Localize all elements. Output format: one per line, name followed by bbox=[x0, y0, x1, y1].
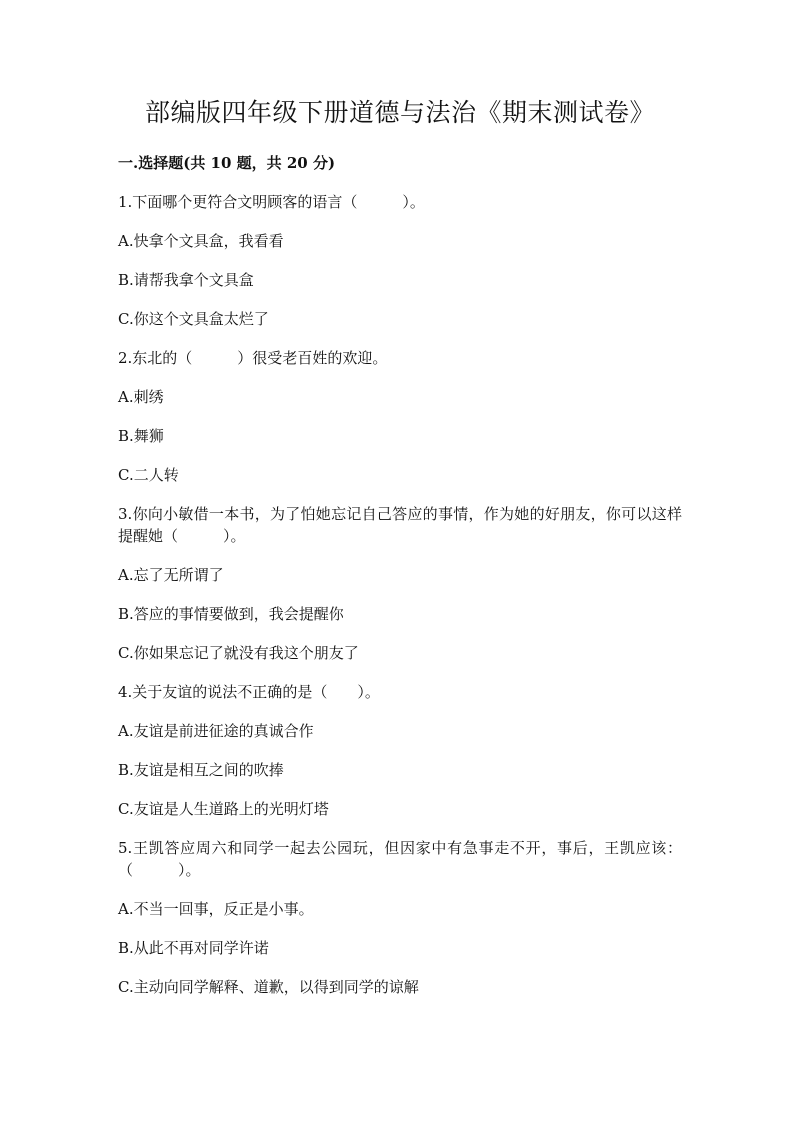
option-a[interactable]: A.刺绣 bbox=[118, 388, 164, 406]
question-4 bbox=[118, 681, 682, 820]
option-c[interactable]: C.你这个文具盒太烂了 bbox=[118, 310, 269, 328]
question-1 bbox=[118, 191, 682, 330]
option-a[interactable]: A.不当一回事，反正是小事。 bbox=[118, 900, 314, 918]
option-c[interactable]: C.友谊是人生道路上的光明灯塔 bbox=[118, 800, 329, 818]
option-c[interactable]: C.二人转 bbox=[118, 466, 179, 484]
option-b[interactable]: B.请帮我拿个文具盒 bbox=[118, 271, 254, 289]
page-title: 部编版四年级下册道德与法治《期末测试卷》 bbox=[144, 98, 655, 127]
option-a[interactable]: A.快拿个文具盒，我看看 bbox=[118, 232, 284, 250]
option-a[interactable]: A.忘了无所谓了 bbox=[118, 566, 224, 584]
option-c[interactable]: C.你如果忘记了就没有我这个朋友了 bbox=[118, 644, 359, 662]
question-stem: 1.下面哪个更符合文明顾客的语言（ ）。 bbox=[118, 193, 425, 211]
question-stem: 2.东北的（ ）很受老百姓的欢迎。 bbox=[118, 349, 388, 367]
option-c[interactable]: C.主动向同学解释、道歉，以得到同学的谅解 bbox=[118, 978, 419, 996]
question-3 bbox=[118, 503, 682, 664]
section-heading: 一.选择题(共 10 题，共 20 分) bbox=[118, 154, 336, 172]
option-b[interactable]: B.友谊是相互之间的吹捧 bbox=[118, 761, 284, 779]
question-stem: 4.关于友谊的说法不正确的是（ ）。 bbox=[118, 683, 380, 701]
option-b[interactable]: B.从此不再对同学许诺 bbox=[118, 939, 269, 957]
question-2 bbox=[118, 347, 682, 486]
option-a[interactable]: A.友谊是前进征途的真诚合作 bbox=[118, 722, 314, 740]
option-b[interactable]: B.答应的事情要做到，我会提醒你 bbox=[118, 605, 344, 623]
question-5 bbox=[118, 837, 682, 998]
question-stem: 5.王凯答应周六和同学一起去公园玩，但因家中有急事走不开，事后，王凯应该：（ ）。 bbox=[118, 839, 682, 879]
question-list bbox=[118, 191, 682, 998]
option-b[interactable]: B.舞狮 bbox=[118, 427, 164, 445]
question-stem: 3.你向小敏借一本书，为了怕她忘记自己答应的事情，作为她的好朋友，你可以这样提醒她（ ）。 bbox=[118, 505, 682, 545]
